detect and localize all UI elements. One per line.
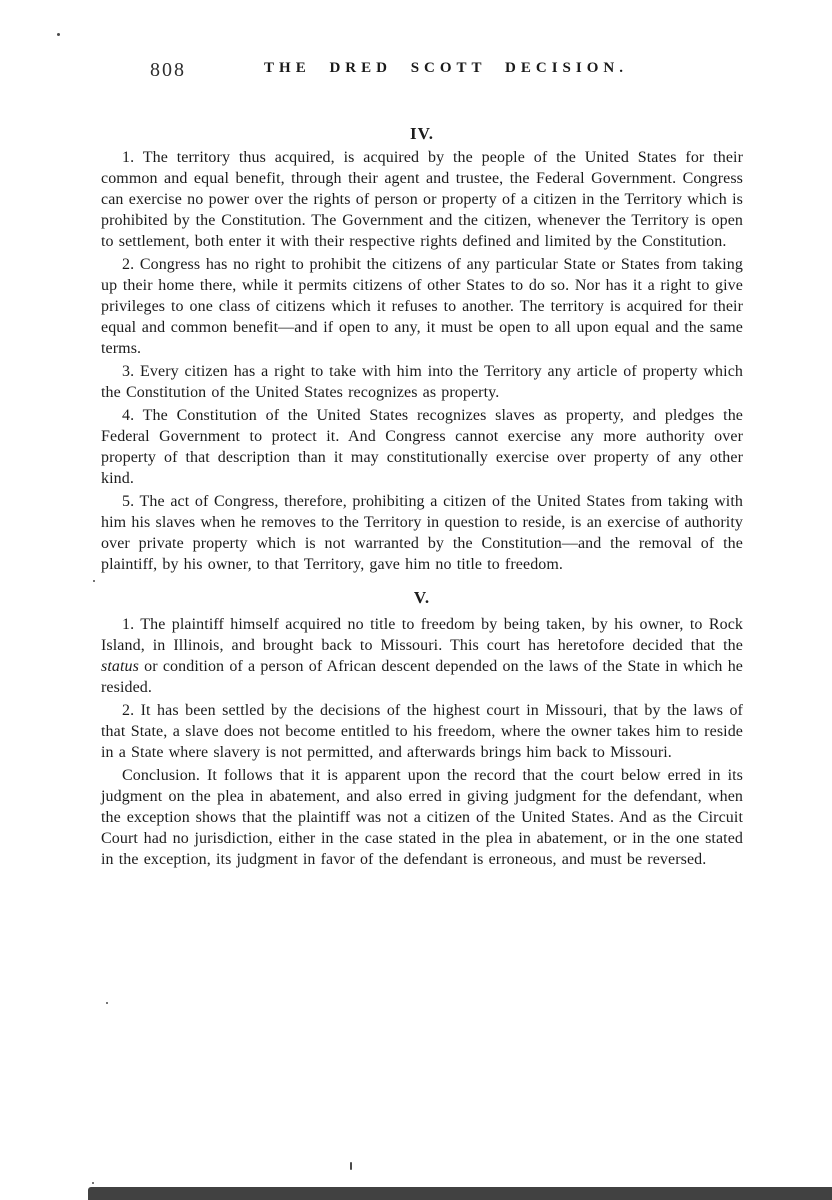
paragraph: 1. The plaintiff himself acquired no title to freedom by being taken, by his owner, to Rock Island, in Illinois, and brought back to Missouri. This court has heretofore decided that the status or condition of a person of African descent depended on the laws of the State in which he resided. xyxy=(101,616,743,696)
paragraph: 1. The territory thus acquired, is acquired by the people of the United States for their common and equal benefit, through their agent and trustee, the Federal Government. Congress can exercise no power over the rights of person or property of a citizen in the Territory which is prohibited by the Constitution. The Government and the citizen, whenever the Territory is open to settlement, both enter it with their respective rights defined and limited by the Constitution. xyxy=(101,149,743,250)
paragraph: 3. Every citizen has a right to take with him into the Territory any article of property which the Constitution of the United States recognizes as property. xyxy=(101,363,743,401)
paragraph: 5. The act of Congress, therefore, prohibiting a citizen of the United States from taking with him his slaves when he removes to the Territory in question to reside, is an exercise of authority over private property which is not warranted by the Constitution—and the removal of the plaintiff, by his owner, to that Territory, gave him no title to freedom. xyxy=(101,493,743,573)
paragraph: 2. Congress has no right to prohibit the citizens of any particular State or States from taking up their home there, while it permits citizens of other States to do so. Nor has it a right to give privileges to one class of citizens which it refuses to another. The territory is acquired for their equal and common benefit—and if open to any, it must be open to all upon equal and the same terms. xyxy=(101,256,743,357)
paragraph: 4. The Constitution of the United States recognizes slaves as property, and pledges the Federal Government to protect it. And Congress cannot exercise any more authority over property of that description than it may constitutionally exercise over property of any other kind. xyxy=(101,407,743,487)
scan-speck xyxy=(350,1162,352,1170)
running-title: THE DRED SCOTT DECISION. xyxy=(264,60,628,76)
scan-speck xyxy=(93,580,95,582)
page-number: 808 xyxy=(150,59,186,81)
paragraph: Conclusion. It follows that it is apparent upon the record that the court below erred in its judgment on the plea in abatement, and also erred in giving judgment for the defendant, when the exception shows that the plaintiff was not a citizen of the United States. And as the Circuit Court had no jurisdiction, either in the case stated in the plea in abatement, or in the one stated in the exception, its judgment in favor of the defendant is erroneous, and must be reversed. xyxy=(101,767,743,868)
section-heading: IV. xyxy=(410,124,434,143)
scan-speck xyxy=(57,33,60,36)
scan-speck xyxy=(106,1002,108,1004)
italic-term: status xyxy=(101,658,139,675)
scan-speck xyxy=(92,1182,94,1184)
section-heading: V. xyxy=(413,588,431,607)
text-block xyxy=(101,124,743,872)
scan-edge-shadow xyxy=(88,1187,832,1200)
paragraph: 2. It has been settled by the decisions of the highest court in Missouri, that by the laws of that State, a slave does not become entitled to his freedom, where the owner takes him to reside in a State where slavery is not permitted, and afterwards brings him back to Missouri. xyxy=(101,702,743,761)
